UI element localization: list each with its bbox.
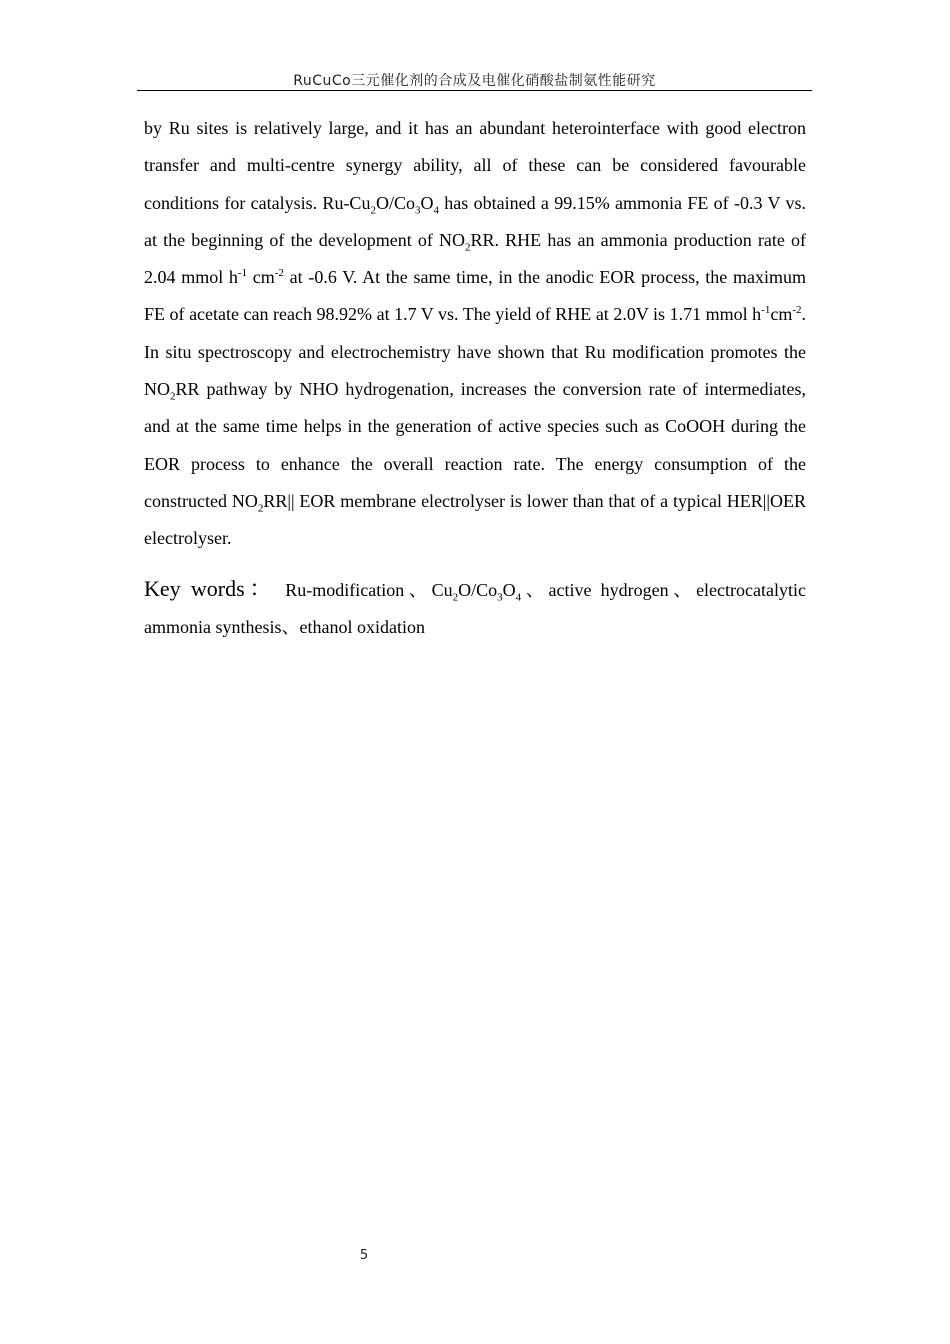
abstract-text: cm xyxy=(770,304,793,325)
abstract-text: by Ru sites is relatively large, and it has an abundant heterointerface with good electron transfer and multi-centre synergy ability, all of these can be considered favourable conditions for catalysis. Ru-Cu xyxy=(144,118,806,213)
subscript: 4 xyxy=(515,591,522,604)
subscript: 2 xyxy=(370,204,376,217)
keyword-text: 、active hydrogen、electrocatalytic ammonia synthesis、ethanol oxidation xyxy=(144,580,806,637)
running-header: RuCuCo三元催化剂的合成及电催化硝酸盐制氨性能研究 xyxy=(293,73,656,89)
header-divider xyxy=(137,90,812,91)
subscript: 3 xyxy=(414,204,421,217)
page-number: 5 xyxy=(359,1248,369,1263)
abstract-text: RR pathway by NHO hydrogenation, increases the conversion rate of intermediates, and at the same time helps in the generation of active species such as CoOOH during the EOR process to enhance the overall reaction rate. The energy consumption of the constructed NO xyxy=(144,379,806,511)
keywords-paragraph xyxy=(144,570,806,646)
abstract-text: O/Co xyxy=(375,192,415,213)
abstract-text: RR|| EOR membrane electrolyser is lower than that of a typical HER||OER electrolyser. xyxy=(144,490,807,549)
subscript: 2 xyxy=(452,591,459,604)
abstract-text: . In situ spectroscopy and electrochemistry have shown that Ru modification promotes the NO xyxy=(144,304,806,400)
subscript: 3 xyxy=(497,591,503,604)
keyword-text: O/Co xyxy=(458,580,498,600)
subscript: 2 xyxy=(257,502,264,515)
superscript: -2 xyxy=(274,267,284,280)
superscript: -1 xyxy=(237,267,248,280)
keywords-label: Key words： xyxy=(144,576,277,601)
abstract-text: cm xyxy=(247,267,275,288)
abstract-text: RR. RHE has an ammonia production rate of 2.04 mmol h xyxy=(144,229,807,288)
abstract-text: has obtained a 99.15% ammonia FE of -0.3 V vs. at the beginning of the development of NO xyxy=(144,192,806,250)
abstract-text: O xyxy=(420,192,434,213)
keyword-text: Ru-modification、Cu xyxy=(276,580,453,600)
subscript: 2 xyxy=(170,390,176,403)
superscript: -2 xyxy=(792,304,802,317)
abstract-text: at -0.6 V. At the same time, in the anodic EOR process, the maximum FE of acetate can reach 98.92% at 1.7 V vs. The yield of RHE at 2.0V is 1.71 mmol h xyxy=(144,267,806,325)
abstract-paragraph xyxy=(144,110,806,558)
subscript: 2 xyxy=(465,241,471,254)
keyword-text: O xyxy=(502,580,516,600)
subscript: 4 xyxy=(433,204,439,217)
superscript: -1 xyxy=(761,304,771,317)
